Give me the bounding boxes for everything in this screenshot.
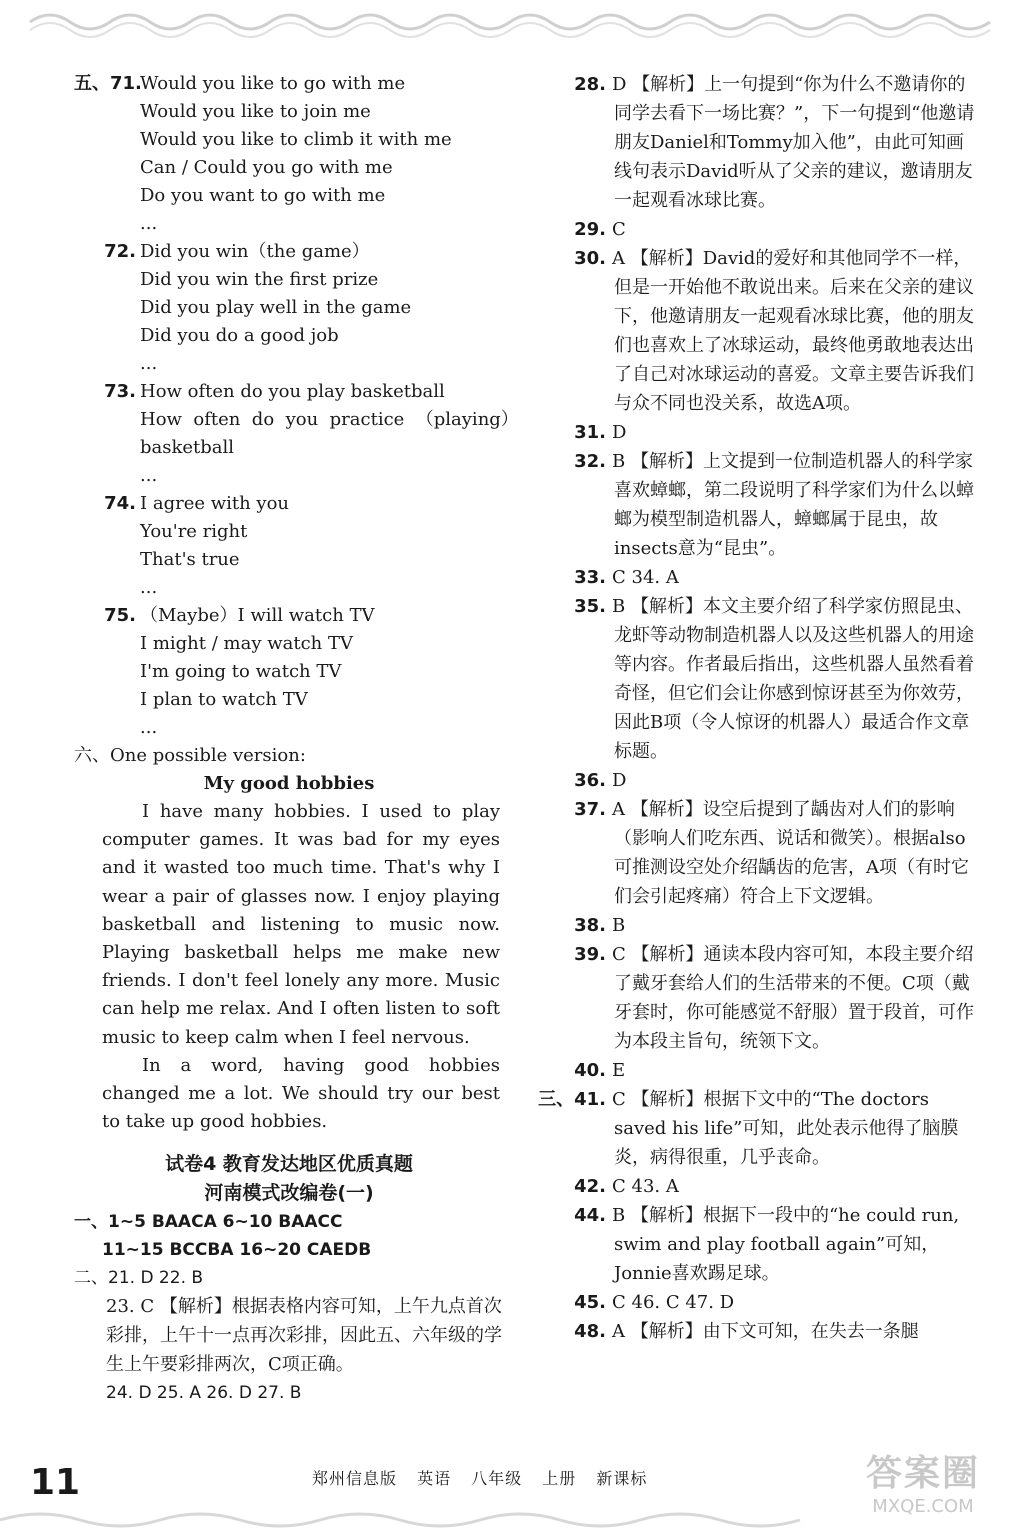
question-number: 三、41. bbox=[538, 1089, 606, 1110]
answer-line: I agree with you bbox=[140, 493, 290, 514]
answer-line: Did you win the first prize bbox=[140, 269, 379, 290]
question-number: 五、71. bbox=[74, 73, 142, 94]
question-number: 33. bbox=[574, 567, 606, 588]
question-number: 32. bbox=[574, 451, 606, 472]
answer-74 bbox=[74, 490, 504, 518]
answer-item bbox=[540, 1317, 980, 1346]
answer-item bbox=[540, 1172, 980, 1201]
answer-line: Did you win（the game） bbox=[140, 241, 370, 262]
answer-item bbox=[540, 70, 980, 215]
answer-72 bbox=[74, 238, 504, 266]
answer-text: C 46. C 47. D bbox=[612, 1292, 735, 1313]
answer-line: Do you want to go with me bbox=[140, 185, 386, 206]
answer-line: I might / may watch TV bbox=[140, 633, 353, 654]
answer-line: ... bbox=[140, 577, 158, 598]
answer-line: ... bbox=[140, 465, 158, 486]
answer-text: C 【解析】通读本段内容可知，本段主要介绍了戴牙套给人们的生活带来的不便。C项（戴牙套时，你可能感觉不舒服）置于段首，可作为本段主旨句，统领下文。 bbox=[612, 944, 974, 1052]
answer-75 bbox=[74, 602, 504, 630]
essay-paragraph: In a word, having good hobbies changed me a lot. We should try our best to take up good hobbies. bbox=[102, 1054, 500, 1133]
answer-text: D 【解析】上一句提到“你为什么不邀请你的同学去看下一场比赛？”，下一句提到“他邀请朋友Daniel和Tommy加入他”，由此可知画线句表示David听从了父亲的建议，邀请朋友一起观看冰球比赛。 bbox=[612, 74, 975, 211]
answer-73 bbox=[74, 378, 504, 406]
essay-paragraph: I have many hobbies. I used to play computer games. It was bad for my eyes and it wasted too much time. That's why I wear a pair of glasses now. I enjoy playing basketball and listening to music now. Playing basketball helps me make new friends. I don't feel lonely any more. Music can help me relax. And I often listen to soft music to keep calm when I feel nervous. bbox=[102, 801, 500, 1048]
question-number: 35. bbox=[574, 596, 606, 617]
answer-line: How often do you practice （playing） bbox=[140, 409, 519, 430]
answer-item bbox=[540, 447, 980, 563]
answer-item bbox=[540, 1288, 980, 1317]
answer-line: You're right bbox=[140, 521, 248, 542]
answer-text: A 【解析】David的爱好和其他同学不一样，但是一开始他不敢说出来。后来在父亲的建议下，他邀请朋友一起观看冰球比赛，他的朋友们也喜欢上了冰球运动，最终他勇敢地表达出了自己对冰球运动的喜爱。文章主要告诉我们与众不同也没关系，故选A项。 bbox=[612, 248, 974, 414]
question-number: 31. bbox=[574, 422, 606, 443]
answer-line: How often do you play basketball bbox=[140, 381, 445, 402]
answer-item bbox=[540, 1056, 980, 1085]
answer-item bbox=[540, 940, 980, 1056]
answer-line: ... bbox=[140, 353, 158, 374]
question-number: 38. bbox=[574, 915, 606, 936]
question-number: 37. bbox=[574, 799, 606, 820]
answer-item bbox=[540, 592, 980, 766]
paper-title: 试卷4 教育发达地区优质真题 bbox=[165, 1153, 413, 1176]
question-number: 40. bbox=[574, 1060, 606, 1081]
answer-item bbox=[540, 1085, 980, 1172]
answer-line: Can / Could you go with me bbox=[140, 157, 393, 178]
question-number: 48. bbox=[574, 1321, 606, 1342]
answer-line: I plan to watch TV bbox=[140, 689, 308, 710]
answer-line: （Maybe）I will watch TV bbox=[140, 605, 375, 626]
answer-line: Would you like to join me bbox=[140, 101, 371, 122]
answer-line: Would you like to go with me bbox=[140, 73, 406, 94]
answer-23: 23. C 【解析】根据表格内容可知，上午九点首次彩排，上午十一点再次彩排，因此五、六年级的学生上午要彩排两次，C项正确。 bbox=[106, 1296, 502, 1376]
answer-text: B 【解析】根据下一段中的“he could run, swim and play football again”可知，Jonnie喜欢踢足球。 bbox=[612, 1205, 960, 1284]
question-number: 72. bbox=[104, 241, 136, 262]
question-number: 74. bbox=[104, 493, 136, 514]
question-number: 42. bbox=[574, 1176, 606, 1197]
question-number: 29. bbox=[574, 219, 606, 240]
answer-line: ... bbox=[140, 717, 158, 738]
answer-item bbox=[540, 563, 980, 592]
answer-text: E bbox=[612, 1060, 626, 1081]
answer-item bbox=[540, 911, 980, 940]
answer-line: basketball bbox=[140, 437, 235, 458]
answer-text: B bbox=[612, 915, 626, 936]
answer-text: C 43. A bbox=[612, 1176, 679, 1197]
left-column bbox=[74, 70, 519, 1407]
answer-line: I'm going to watch TV bbox=[140, 661, 342, 682]
answer-text: C 34. A bbox=[612, 567, 679, 588]
answer-text: C 【解析】根据下文中的“The doctors saved his life”可知，此处表示他得了脑膜炎，病得很重，几乎丧命。 bbox=[612, 1089, 959, 1168]
page-number: 11 bbox=[30, 1462, 81, 1503]
answer-row: 一、1~5 BAACA 6~10 BAACC bbox=[74, 1212, 343, 1233]
answer-71 bbox=[74, 70, 504, 98]
answer-row: 二、21. D 22. B bbox=[74, 1268, 204, 1289]
answer-row: 11~15 BCCBA 16~20 CAEDB bbox=[102, 1240, 372, 1261]
watermark-logo bbox=[838, 1452, 1008, 1530]
answer-text: B 【解析】上文提到一位制造机器人的科学家喜欢蟑螂，第二段说明了科学家们为什么以蟑螂为模型制造机器人，蟑螂属于昆虫，故insects意为“昆虫”。 bbox=[612, 451, 974, 559]
answer-item bbox=[540, 766, 980, 795]
answer-item bbox=[540, 795, 980, 911]
answer-line: ... bbox=[140, 213, 158, 234]
answer-line: Did you do a good job bbox=[140, 325, 339, 346]
answer-item bbox=[540, 1201, 980, 1288]
answer-item bbox=[540, 215, 980, 244]
answer-text: B 【解析】本文主要介绍了科学家仿照昆虫、龙虾等动物制造机器人以及这些机器人的用途等内容。作者最后指出，这些机器人虽然看着奇怪，但它们会让你感到惊讶甚至为你效劳，因此B项（令人惊讶的机器人）最适合作文章标题。 bbox=[612, 596, 974, 762]
answer-line: That's true bbox=[140, 549, 240, 570]
question-number: 45. bbox=[574, 1292, 606, 1313]
answer-line: Would you like to climb it with me bbox=[140, 129, 452, 150]
answer-row: 24. D 25. A 26. D 27. B bbox=[106, 1383, 302, 1404]
question-number: 36. bbox=[574, 770, 606, 791]
watermark-url: MXQE.COM bbox=[872, 1496, 974, 1517]
answer-text: A 【解析】设空后提到了龋齿对人们的影响（影响人们吃东西、说话和微笑）。根据also可推测设空处介绍龋齿的危害，A项（有时它们会引起疼痛）符合上下文逻辑。 bbox=[612, 799, 969, 907]
question-number: 75. bbox=[104, 605, 136, 626]
section-heading: 六、One possible version: bbox=[74, 745, 306, 766]
essay-title: My good hobbies bbox=[203, 773, 375, 794]
decorative-wave-border bbox=[0, 0, 1021, 44]
right-column bbox=[540, 70, 980, 1346]
answer-line: Did you play well in the game bbox=[140, 297, 412, 318]
question-number: 28. bbox=[574, 74, 606, 95]
question-number: 44. bbox=[574, 1205, 606, 1226]
question-number: 30. bbox=[574, 248, 606, 269]
question-number: 39. bbox=[574, 944, 606, 965]
answer-text: D bbox=[612, 770, 627, 791]
footer-text: 郑州信息版 英语 八年级 上册 新课标 bbox=[312, 1469, 648, 1488]
answer-text: C bbox=[612, 219, 626, 240]
paper-subtitle: 河南模式改编卷(一) bbox=[204, 1182, 374, 1205]
answer-item bbox=[540, 418, 980, 447]
answer-text: A 【解析】由下文可知，在失去一条腿 bbox=[612, 1321, 919, 1342]
answer-text: D bbox=[612, 422, 627, 443]
question-number: 73. bbox=[104, 381, 136, 402]
answer-item bbox=[540, 244, 980, 418]
watermark-text: 答案圈 bbox=[865, 1453, 980, 1494]
